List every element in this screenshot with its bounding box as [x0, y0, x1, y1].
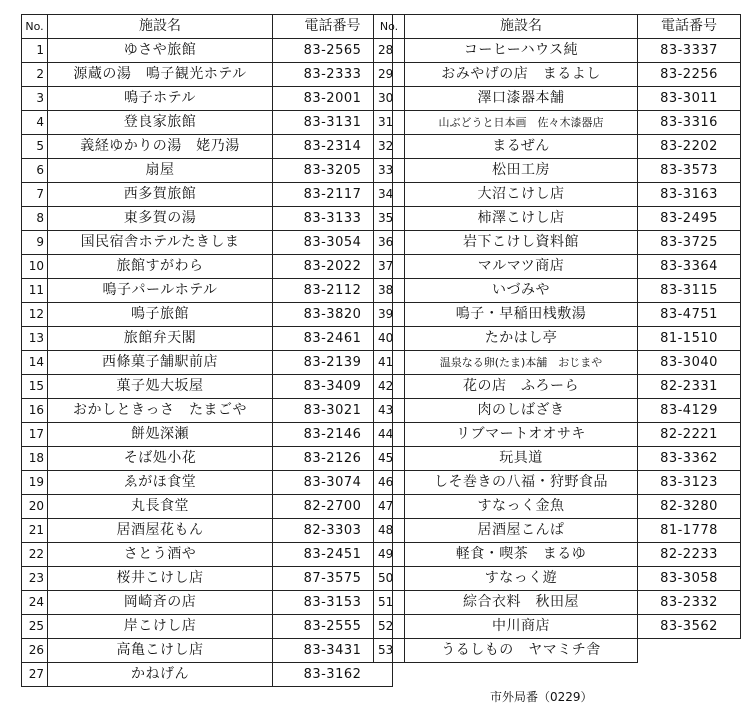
facility-name: 花の店 ふろーら [405, 375, 638, 399]
facility-name: さとう酒や [48, 543, 273, 567]
table-row [374, 327, 741, 351]
table-row [22, 471, 393, 495]
left-table [21, 14, 393, 687]
table-row [374, 303, 741, 327]
table-row [374, 519, 741, 543]
facility-name: しそ巻きの八福・狩野食品 [405, 471, 638, 495]
table-row [22, 63, 393, 87]
phone-number: 83-2565 [273, 39, 393, 63]
header-tel: 電話番号 [638, 15, 741, 39]
phone-number: 83-3123 [638, 471, 741, 495]
facility-name: 居酒屋花もん [48, 519, 273, 543]
phone-number: 83-2256 [638, 63, 741, 87]
table-row [22, 567, 393, 591]
facility-name: 澤口漆器本舗 [405, 87, 638, 111]
table-row [374, 111, 741, 135]
phone-number: 83-2332 [638, 591, 741, 615]
row-number: 14 [22, 351, 48, 375]
table-row [22, 615, 393, 639]
phone-number: 83-3011 [638, 87, 741, 111]
facility-name: 西多賀旅館 [48, 183, 273, 207]
facility-name: すなっく金魚 [405, 495, 638, 519]
phone-number: 83-2146 [273, 423, 393, 447]
phone-number: 83-2495 [638, 207, 741, 231]
row-number: 18 [22, 447, 48, 471]
phone-number: 83-2202 [638, 135, 741, 159]
phone-number: 83-3162 [273, 663, 393, 687]
row-number: 46 [374, 471, 405, 495]
phone-number: 83-3054 [273, 231, 393, 255]
row-number: 34 [374, 183, 405, 207]
facility-name: コーヒーハウス純 [405, 39, 638, 63]
table-row [374, 255, 741, 279]
facility-name: 源蔵の湯 鳴子観光ホテル [48, 63, 273, 87]
row-number: 41 [374, 351, 405, 375]
row-number: 6 [22, 159, 48, 183]
row-number: 47 [374, 495, 405, 519]
table-row [22, 423, 393, 447]
table-row [22, 327, 393, 351]
facility-name: 玩具道 [405, 447, 638, 471]
phone-number: 83-3337 [638, 39, 741, 63]
table-row [22, 255, 393, 279]
phone-number: 81-1778 [638, 519, 741, 543]
facility-name: 西條菓子舗駅前店 [48, 351, 273, 375]
facility-name: 柿澤こけし店 [405, 207, 638, 231]
phone-number: 83-3205 [273, 159, 393, 183]
table-row [22, 495, 393, 519]
row-number: 28 [374, 39, 405, 63]
table-row [374, 135, 741, 159]
facility-name: おみやげの店 まるよし [405, 63, 638, 87]
phone-number: 83-3021 [273, 399, 393, 423]
row-number: 50 [374, 567, 405, 591]
phone-number: 83-2126 [273, 447, 393, 471]
table-row [374, 375, 741, 399]
facility-name: 鳴子パールホテル [48, 279, 273, 303]
phone-number: 82-3280 [638, 495, 741, 519]
facility-name: 肉のしばざき [405, 399, 638, 423]
row-number: 13 [22, 327, 48, 351]
row-number: 12 [22, 303, 48, 327]
table-row [22, 207, 393, 231]
row-number: 19 [22, 471, 48, 495]
header-row [374, 15, 741, 39]
row-number: 2 [22, 63, 48, 87]
facility-name: たかはし亭 [405, 327, 638, 351]
table-row [374, 87, 741, 111]
table-row [22, 591, 393, 615]
row-number: 21 [22, 519, 48, 543]
row-number: 17 [22, 423, 48, 447]
phone-number: 83-2001 [273, 87, 393, 111]
row-number: 38 [374, 279, 405, 303]
table-row [22, 279, 393, 303]
header-no: No. [22, 15, 48, 39]
table-row [374, 591, 741, 615]
facility-name: 国民宿舎ホテルたきしま [48, 231, 273, 255]
phone-number: 83-3573 [638, 159, 741, 183]
facility-name: 松田工房 [405, 159, 638, 183]
facility-name: マルマツ商店 [405, 255, 638, 279]
phone-number: 83-3409 [273, 375, 393, 399]
table-row [374, 615, 741, 639]
facility-name: いづみや [405, 279, 638, 303]
table-row [374, 399, 741, 423]
table-row [22, 375, 393, 399]
phone-number: 83-2333 [273, 63, 393, 87]
row-number: 35 [374, 207, 405, 231]
facility-name: おかしときっさ たまごや [48, 399, 273, 423]
table-row [374, 279, 741, 303]
right-table [373, 14, 741, 663]
table-row [374, 447, 741, 471]
header-name: 施設名 [48, 15, 273, 39]
phone-number: 83-2117 [273, 183, 393, 207]
table-row [22, 231, 393, 255]
row-number: 1 [22, 39, 48, 63]
facility-name: 高亀こけし店 [48, 639, 273, 663]
row-number: 24 [22, 591, 48, 615]
phone-number: 87-3575 [273, 567, 393, 591]
header-row [22, 15, 393, 39]
phone-number: 83-4751 [638, 303, 741, 327]
table-row [374, 495, 741, 519]
facility-name: リブマートオオサキ [405, 423, 638, 447]
facility-name: 鳴子ホテル [48, 87, 273, 111]
row-number: 48 [374, 519, 405, 543]
table-row [22, 39, 393, 63]
row-number: 37 [374, 255, 405, 279]
phone-number: 83-2555 [273, 615, 393, 639]
phone-number: 82-2331 [638, 375, 741, 399]
facility-name: 山ぶどうと日本画 佐々木漆器店 [405, 111, 638, 135]
row-number: 36 [374, 231, 405, 255]
phone-number: 83-3133 [273, 207, 393, 231]
phone-number: 83-3058 [638, 567, 741, 591]
facility-name: ゑがほ食堂 [48, 471, 273, 495]
phone-number: 83-2112 [273, 279, 393, 303]
table-row [22, 447, 393, 471]
row-number: 44 [374, 423, 405, 447]
facility-name: 鳴子・早稲田桟敷湯 [405, 303, 638, 327]
row-number: 10 [22, 255, 48, 279]
facility-name: 岡崎斉の店 [48, 591, 273, 615]
area-code-note: 市外局番（0229） [490, 690, 593, 704]
row-number: 4 [22, 111, 48, 135]
facility-name: 義経ゆかりの湯 姥乃湯 [48, 135, 273, 159]
phone-number: 83-2314 [273, 135, 393, 159]
facility-name: 岩下こけし資料館 [405, 231, 638, 255]
facility-name: 旅館弁天閣 [48, 327, 273, 351]
table-row [22, 639, 393, 663]
row-number: 3 [22, 87, 48, 111]
row-number: 53 [374, 639, 405, 663]
table-row [22, 663, 393, 687]
facility-name: 登良家旅館 [48, 111, 273, 135]
phone-number: 83-3562 [638, 615, 741, 639]
row-number: 25 [22, 615, 48, 639]
table-row [374, 231, 741, 255]
facility-name: 扇屋 [48, 159, 273, 183]
phone-number: 83-3040 [638, 351, 741, 375]
row-number: 23 [22, 567, 48, 591]
header-tel: 電話番号 [273, 15, 393, 39]
phone-number: 83-3364 [638, 255, 741, 279]
row-number: 11 [22, 279, 48, 303]
table-row [22, 519, 393, 543]
phone-number: 83-3820 [273, 303, 393, 327]
row-number: 43 [374, 399, 405, 423]
row-number: 40 [374, 327, 405, 351]
facility-name: 東多賀の湯 [48, 207, 273, 231]
row-number: 42 [374, 375, 405, 399]
table-row [22, 183, 393, 207]
facility-name: 中川商店 [405, 615, 638, 639]
table-row [22, 111, 393, 135]
facility-name: うるしもの ヤマミチ舎 [405, 639, 638, 663]
phone-number: 83-2139 [273, 351, 393, 375]
facility-name: まるぜん [405, 135, 638, 159]
table-row [374, 159, 741, 183]
facility-name: 鳴子旅館 [48, 303, 273, 327]
phone-number: 83-2451 [273, 543, 393, 567]
table-row [374, 207, 741, 231]
table-row [22, 303, 393, 327]
table-row [374, 567, 741, 591]
facility-name: 温泉なる卵(たま)本舗 おじまや [405, 351, 638, 375]
header-no: No. [374, 15, 405, 39]
table-row [22, 399, 393, 423]
phone-number: 83-3316 [638, 111, 741, 135]
phone-number: 83-3725 [638, 231, 741, 255]
row-number: 31 [374, 111, 405, 135]
table-row [374, 543, 741, 567]
table-row [22, 543, 393, 567]
row-number: 27 [22, 663, 48, 687]
row-number: 5 [22, 135, 48, 159]
right-table-body [374, 39, 741, 663]
left-table-body [22, 39, 393, 687]
row-number: 29 [374, 63, 405, 87]
row-number: 32 [374, 135, 405, 159]
facility-name: 綜合衣料 秋田屋 [405, 591, 638, 615]
row-number: 7 [22, 183, 48, 207]
facility-name: 旅館すがわら [48, 255, 273, 279]
table-row [22, 351, 393, 375]
row-number: 30 [374, 87, 405, 111]
facility-name: そば処小花 [48, 447, 273, 471]
facility-name: 大沼こけし店 [405, 183, 638, 207]
table-row [374, 63, 741, 87]
table-row [22, 159, 393, 183]
table-row [374, 183, 741, 207]
facility-name: 軽食・喫茶 まるゆ [405, 543, 638, 567]
row-number: 39 [374, 303, 405, 327]
facility-name: 居酒屋こんぱ [405, 519, 638, 543]
phone-number: 83-2461 [273, 327, 393, 351]
phone-number: 83-3163 [638, 183, 741, 207]
table-row [22, 135, 393, 159]
row-number: 22 [22, 543, 48, 567]
phone-number: 82-3303 [273, 519, 393, 543]
table-row [22, 87, 393, 111]
row-number: 52 [374, 615, 405, 639]
phone-number: 83-3131 [273, 111, 393, 135]
facility-name: すなっく遊 [405, 567, 638, 591]
row-number: 45 [374, 447, 405, 471]
row-number: 20 [22, 495, 48, 519]
facility-name: かねげん [48, 663, 273, 687]
row-number: 8 [22, 207, 48, 231]
facility-name: 菓子処大坂屋 [48, 375, 273, 399]
phone-number [638, 639, 741, 663]
row-number: 16 [22, 399, 48, 423]
table-row [374, 639, 741, 663]
facility-name: 丸長食堂 [48, 495, 273, 519]
table-row [374, 471, 741, 495]
row-number: 9 [22, 231, 48, 255]
facility-name: 餅処深瀬 [48, 423, 273, 447]
phone-number: 83-4129 [638, 399, 741, 423]
phone-number: 82-2233 [638, 543, 741, 567]
row-number: 26 [22, 639, 48, 663]
row-number: 49 [374, 543, 405, 567]
phone-number: 81-1510 [638, 327, 741, 351]
phone-number: 83-3074 [273, 471, 393, 495]
phone-number: 83-2022 [273, 255, 393, 279]
phone-number: 83-3362 [638, 447, 741, 471]
facility-name: ゆさや旅館 [48, 39, 273, 63]
header-name: 施設名 [405, 15, 638, 39]
table-row [374, 351, 741, 375]
table-row [374, 39, 741, 63]
row-number: 51 [374, 591, 405, 615]
phone-number: 83-3153 [273, 591, 393, 615]
facility-name: 岸こけし店 [48, 615, 273, 639]
phone-number: 82-2700 [273, 495, 393, 519]
phone-number: 82-2221 [638, 423, 741, 447]
table-row [374, 423, 741, 447]
row-number: 15 [22, 375, 48, 399]
phone-number: 83-3115 [638, 279, 741, 303]
row-number: 33 [374, 159, 405, 183]
phone-number: 83-3431 [273, 639, 393, 663]
facility-name: 桜井こけし店 [48, 567, 273, 591]
